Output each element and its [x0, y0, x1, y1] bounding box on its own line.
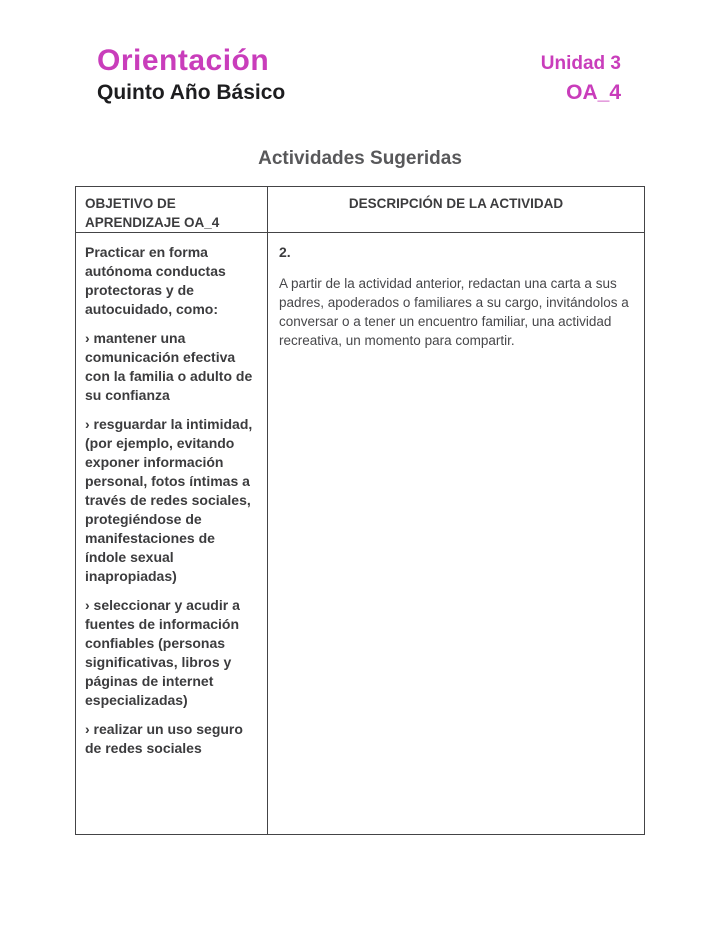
header-right [541, 52, 621, 106]
objective-bullet: › mantener una comunicación efectiva con la familia o adulto de su confianza [85, 330, 253, 403]
objective-cell [76, 233, 268, 834]
document-title: Orientación [97, 44, 270, 77]
table-header-objective: OBJETIVO DE APRENDIZAJE OA_4 [76, 187, 268, 233]
objective-bullet: › seleccionar y acudir a fuentes de información confiables (personas significativas, libros y páginas de internet especializadas) [85, 597, 240, 708]
activity-description: A partir de la actividad anterior, redactan una carta a sus padres, apoderados o familiares a su cargo, invitándolos a conversar o a tener un encuentro familiar, una actividad recreativa, un momento para compartir. [279, 276, 629, 348]
section-title: Actividades Sugeridas [258, 148, 462, 169]
objective-bullet: › realizar un uso seguro de redes sociales [85, 721, 243, 756]
objective-intro: Practicar en forma autónoma conductas protectoras y de autocuidado, como: [85, 244, 226, 317]
unit-label: Unidad 3 [540, 53, 621, 74]
activity-number: 2. [279, 244, 291, 260]
document-subtitle: Quinto Año Básico [97, 81, 286, 104]
activities-table [75, 186, 645, 835]
activity-cell [268, 233, 644, 834]
table-header-description: DESCRIPCIÓN DE LA ACTIVIDAD [268, 187, 644, 233]
header-left [97, 44, 285, 106]
oa-code-label: OA_4 [566, 81, 621, 104]
objective-bullet: › resguardar la intimidad, (por ejemplo, evitando exponer información personal, fotos íntimas a través de redes sociales, protegiéndose de manifestaciones de índole sexual inapropiadas) [85, 416, 253, 584]
